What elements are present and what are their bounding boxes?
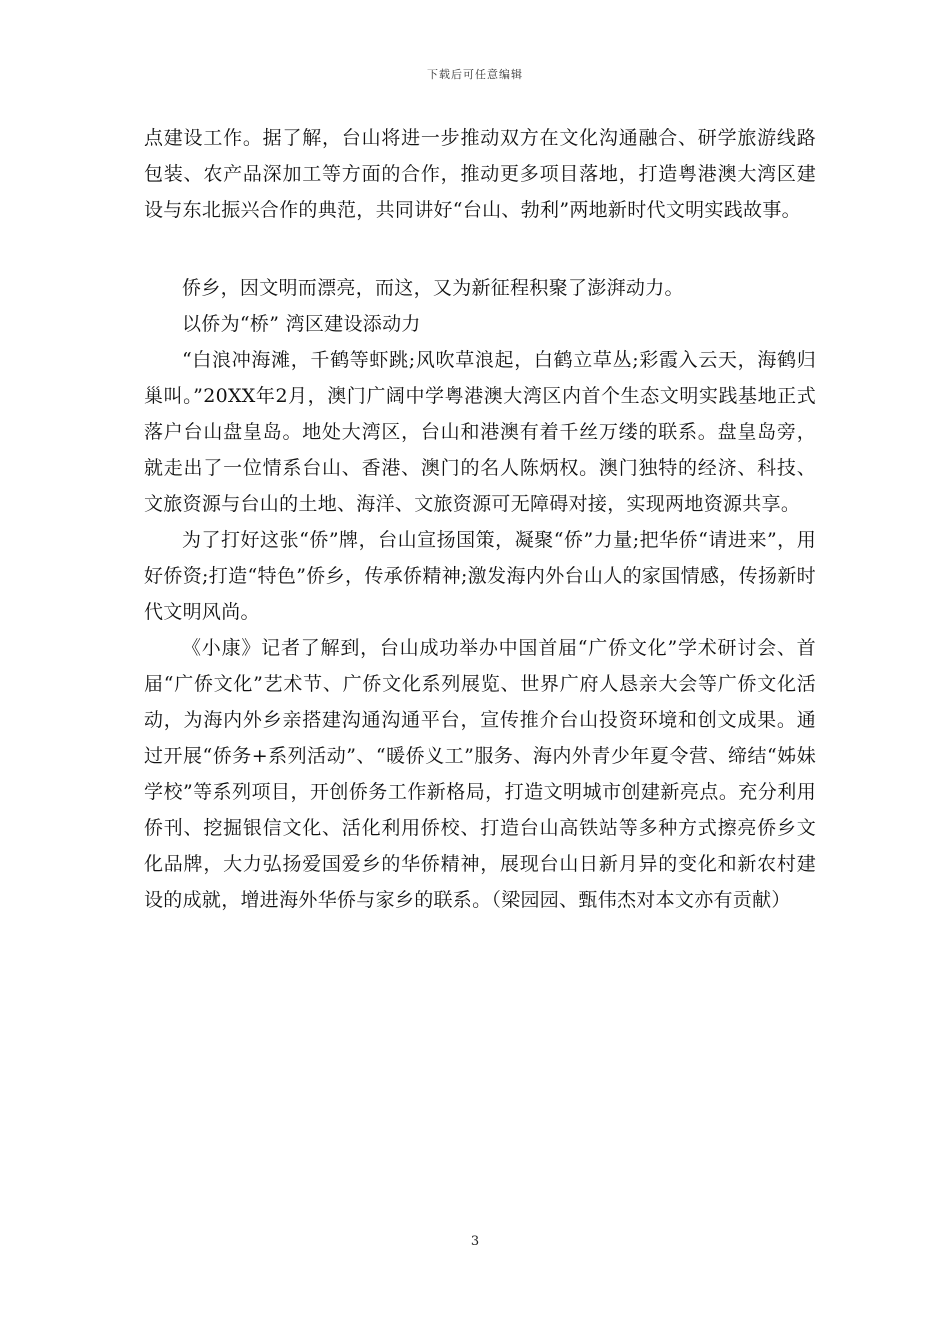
page-number: 3 (470, 1234, 480, 1249)
paragraph-body: 《小康》记者了解到，台山成功举办中国首届“广侨文化”学术研讨会、首届“广侨文化”艺术节、广侨文化系列展览、世界广府人恳亲大会等广侨文化活动，为海内外乡亲搭建沟通沟通平台，宣传推介台山投资环境和创文成果。通过开展“侨务+系列活动”、“暖侨义工”服务、海内外青少年夏令营、缔结“姊妹学校”等系列项目，开创侨务工作新格局，打造文明城市创建新亮点。充分利用侨刊、挖掘银信文化、活化利用侨校、打造台山高铁站等多种方式擦亮侨乡文化品牌，大力弘扬爱国爱乡的华侨精神，展现台山日新月异的变化和新农村建设的成就，增进海外华侨与家乡的联系。（梁园园、甄伟杰对本文亦有贡献） (144, 637, 816, 911)
document-body-main (144, 270, 816, 918)
paragraph-body: 为了打好这张“侨”牌，台山宣扬国策，凝聚“侨”力量;把华侨“请进来”，用好侨资;打造“特色”侨乡，传承侨精神;激发海内外台山人的家国情感，传扬新时代文明风尚。 (144, 529, 816, 623)
paragraph-intro: 侨乡，因文明而漂亮，而这，又为新征程积聚了澎湃动力。 (182, 277, 684, 299)
paragraph-body: “白浪冲海滩，千鹤等虾跳;风吹草浪起，白鹤立草丛;彩霞入云天，海鹤归巢叫。”20XX年2月，澳门广阔中学粤港澳大湾区内首个生态文明实践基地正式落户台山盘皇岛。地处大湾区，台山和港澳有着千丝万缕的联系。盘皇岛旁，就走出了一位情系台山、香港、澳门的名人陈炳权。澳门独特的经济、科技、文旅资源与台山的土地、海洋、文旅资源可无障碍对接，实现两地资源共享。 (144, 349, 816, 515)
section-heading: 以侨为“桥” 湾区建设添动力 (182, 313, 421, 335)
continued-paragraph: 点建设工作。据了解，台山将进一步推动双方在文化沟通融合、研学旅游线路包装、农产品深加工等方面的合作，推动更多项目落地，打造粤港澳大湾区建设与东北振兴合作的典范，共同讲好“台山、勃利”两地新时代文明实践故事。 (144, 127, 816, 221)
page-header: 下载后可任意编辑 (427, 68, 523, 81)
document-body-top (144, 120, 816, 228)
